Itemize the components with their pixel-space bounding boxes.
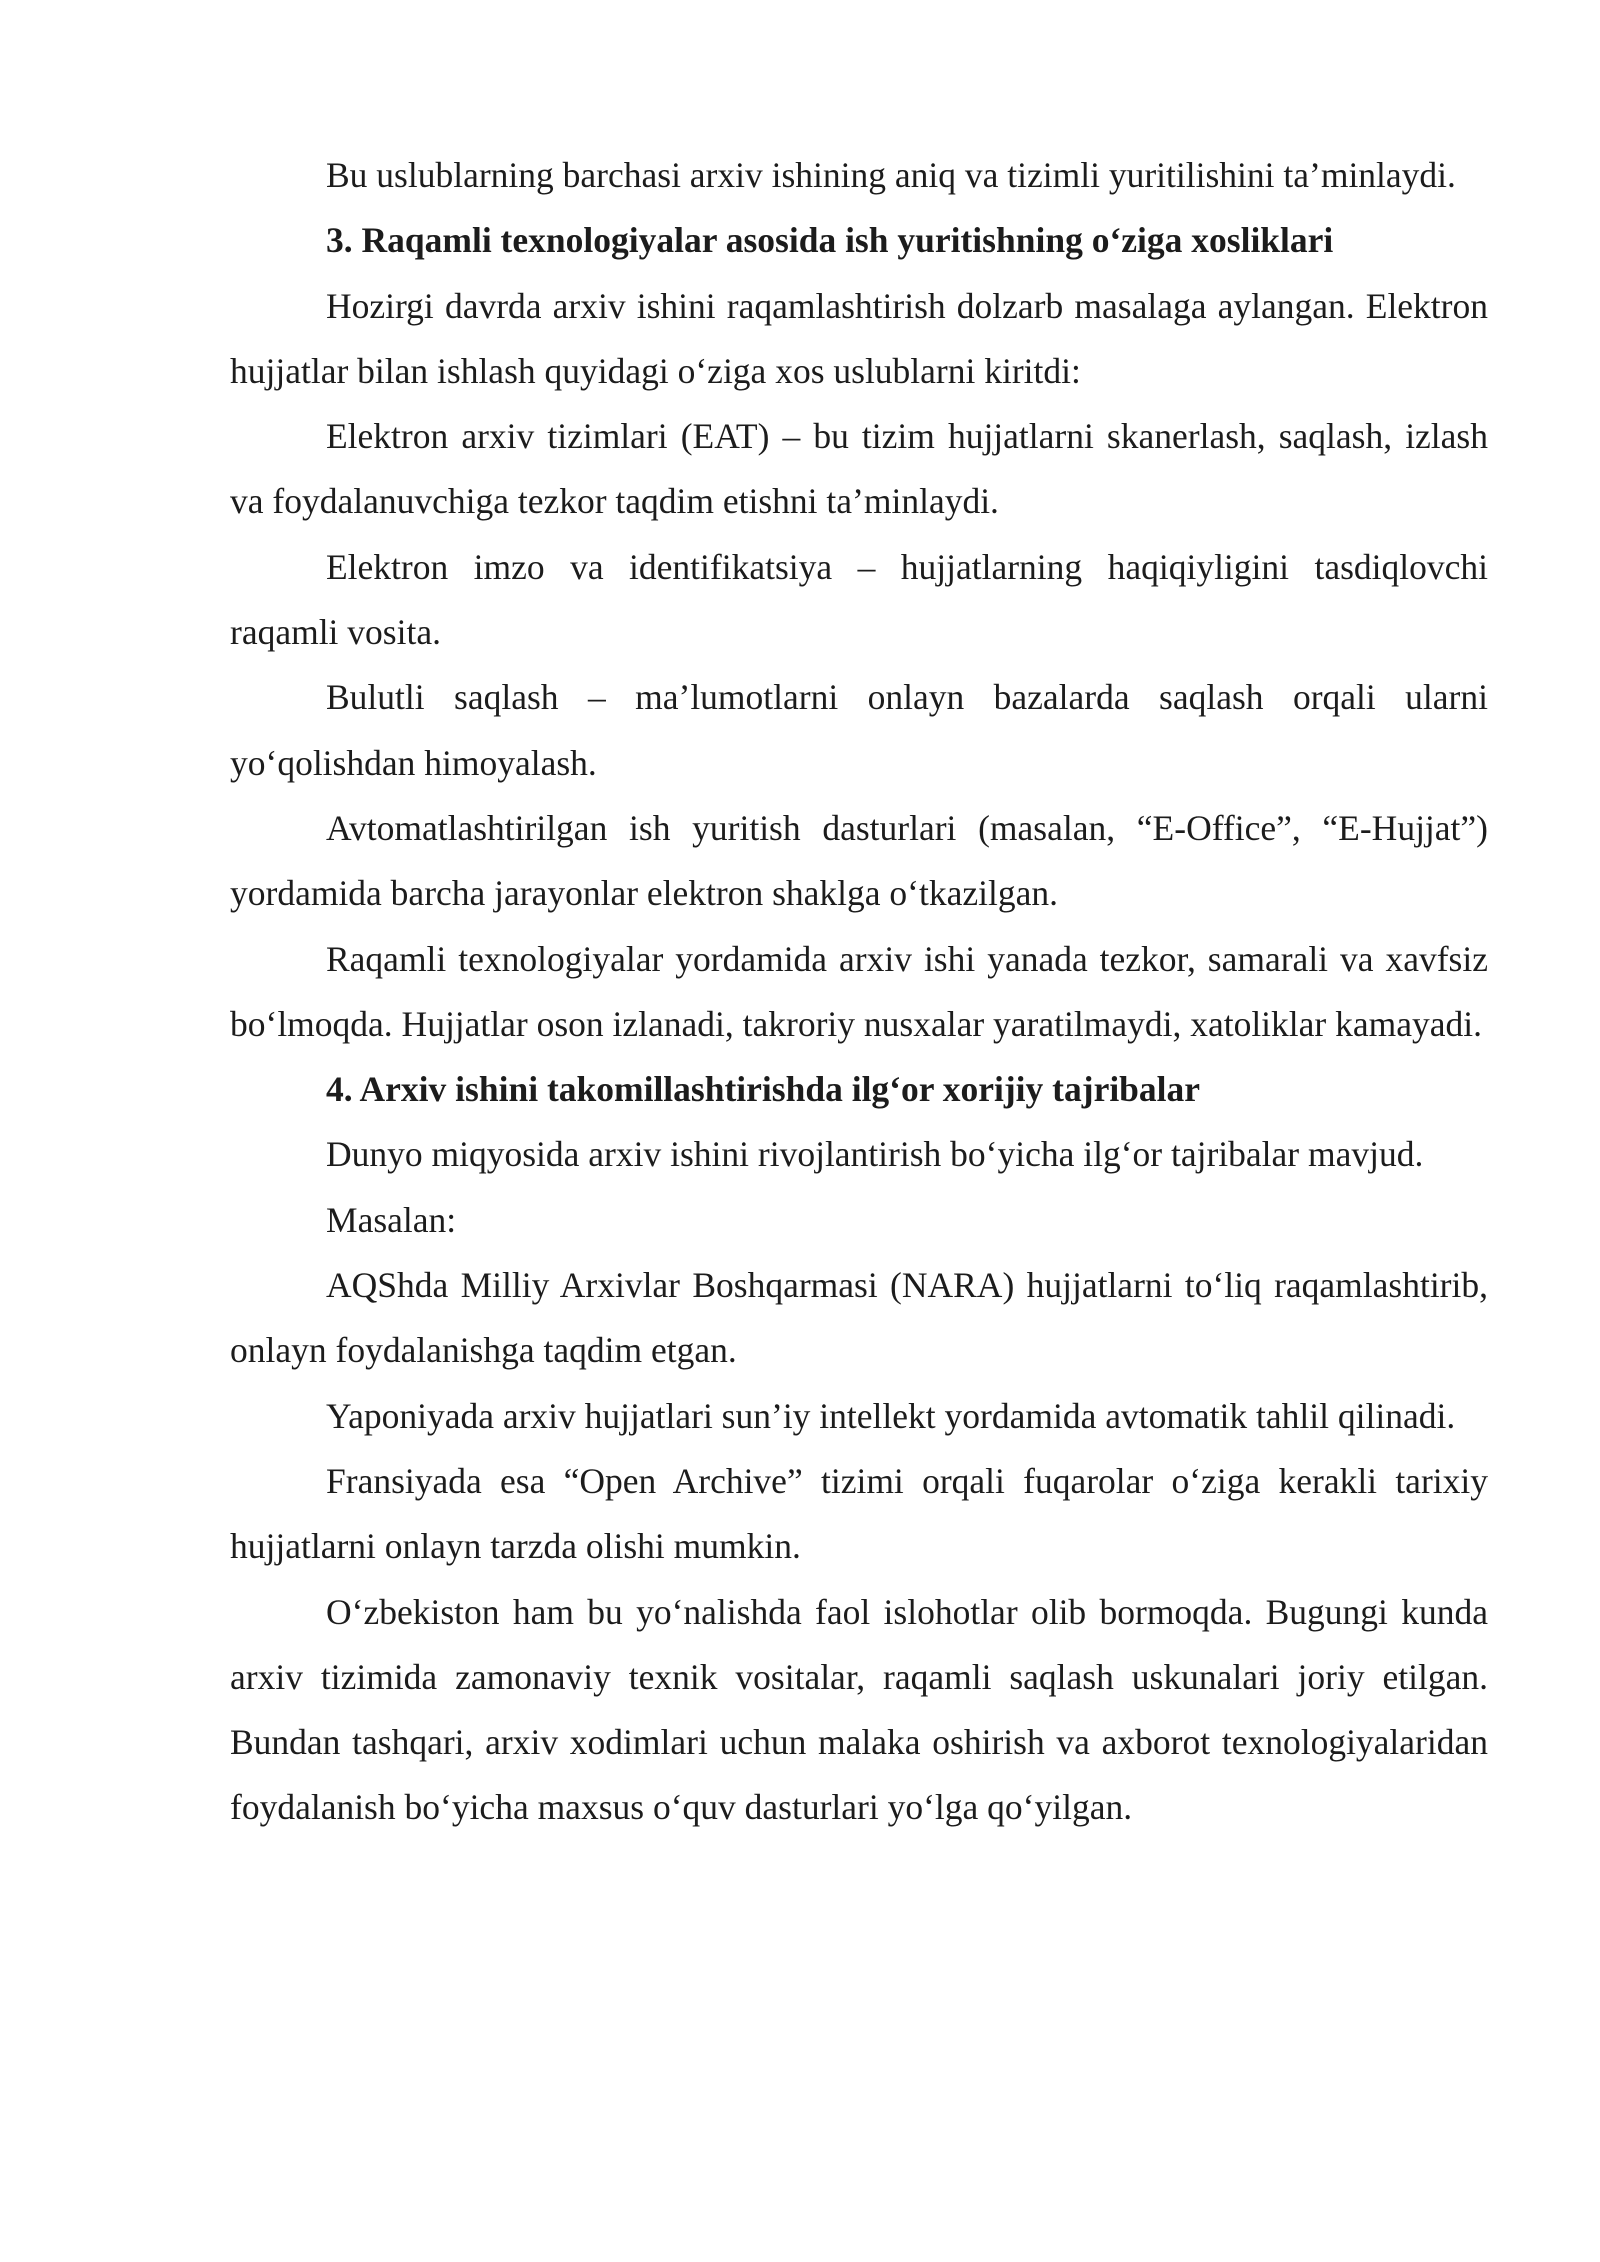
paragraph-example-label: Masalan: [326, 1199, 457, 1240]
paragraph-japan-ai: Yaponiyada arxiv hujjatlari sun’iy intellekt yordamida avtomatik tahlil qilinadi. [326, 1395, 1456, 1436]
paragraph-world-experience: Dunyo miqyosida arxiv ishini rivojlantirish bo‘yicha ilg‘or tajribalar mavjud. [326, 1134, 1424, 1175]
paragraph-electronic-archive: Elektron arxiv tizimlari (EAT) – bu tizim hujjatlarni skanerlash, saqlash, izlash va foydalanuvchiga tezkor taqdim etishni ta’minlaydi. [230, 416, 1488, 522]
paragraph-cloud-storage: Bulutli saqlash – ma’lumotlarni onlayn bazalarda saqlash orqali ularni yo‘qolishdan himoyalash. [230, 677, 1488, 783]
paragraph-uzbekistan-reforms: O‘zbekiston ham bu yo‘nalishda faol islohotlar olib bormoqda. Bugungi kunda arxiv tizimida zamonaviy texnik vositalar, raqamli saqlash uskunalari joriy etilgan. Bundan tashqari, arxiv xodimlari uchun malaka oshirish va axborot texnologiyalaridan foydalanish bo‘yicha maxsus o‘quv dasturlari yo‘lga qo‘yilgan. [230, 1591, 1488, 1828]
paragraph-automation-software: Avtomatlashtirilgan ish yuritish dasturlari (masalan, “E-Office”, “E-Hujjat”) yordamida barcha jarayonlar elektron shaklga o‘tkazilgan. [230, 807, 1488, 914]
paragraph-france-open-archive: Fransiyada esa “Open Archive” tizimi orqali fuqarolar o‘ziga kerakli tarixiy hujjatlarni onlayn tarzda olishi mumkin. [230, 1460, 1488, 1567]
document-body [230, 143, 1488, 1841]
paragraph-usa-nara: AQShda Milliy Arxivlar Boshqarmasi (NARA) hujjatlarni to‘liq raqamlashtirib, onlayn foydalanishga taqdim etgan. [230, 1265, 1488, 1371]
section-heading-3: 3. Raqamli texnologiyalar asosida ish yuritishning o‘ziga xosliklari [326, 220, 1334, 261]
section-heading-4: 4. Arxiv ishini takomillashtirishda ilg‘or xorijiy tajribalar [326, 1069, 1201, 1110]
paragraph-digital-benefits: Raqamli texnologiyalar yordamida arxiv ishi yanada tezkor, samarali va xavfsiz bo‘lmoqda. Hujjatlar oson izlanadi, takroriy nusxalar yaratilmaydi, xatoliklar kamayadi. [230, 938, 1488, 1044]
paragraph-electronic-signature: Elektron imzo va identifikatsiya – hujjatlarning haqiqiyligini tasdiqlovchi raqamli vosita. [230, 546, 1488, 653]
paragraph-methods-summary: Bu uslublarning barchasi arxiv ishining aniq va tizimli yuritilishini ta’minlaydi. [326, 155, 1456, 195]
paragraph-digitization-intro: Hozirgi davrda arxiv ishini raqamlashtirish dolzarb masalaga aylangan. Elektron hujjatlar bilan ishlash quyidagi o‘ziga xos uslublarni kiritdi: [230, 285, 1488, 391]
